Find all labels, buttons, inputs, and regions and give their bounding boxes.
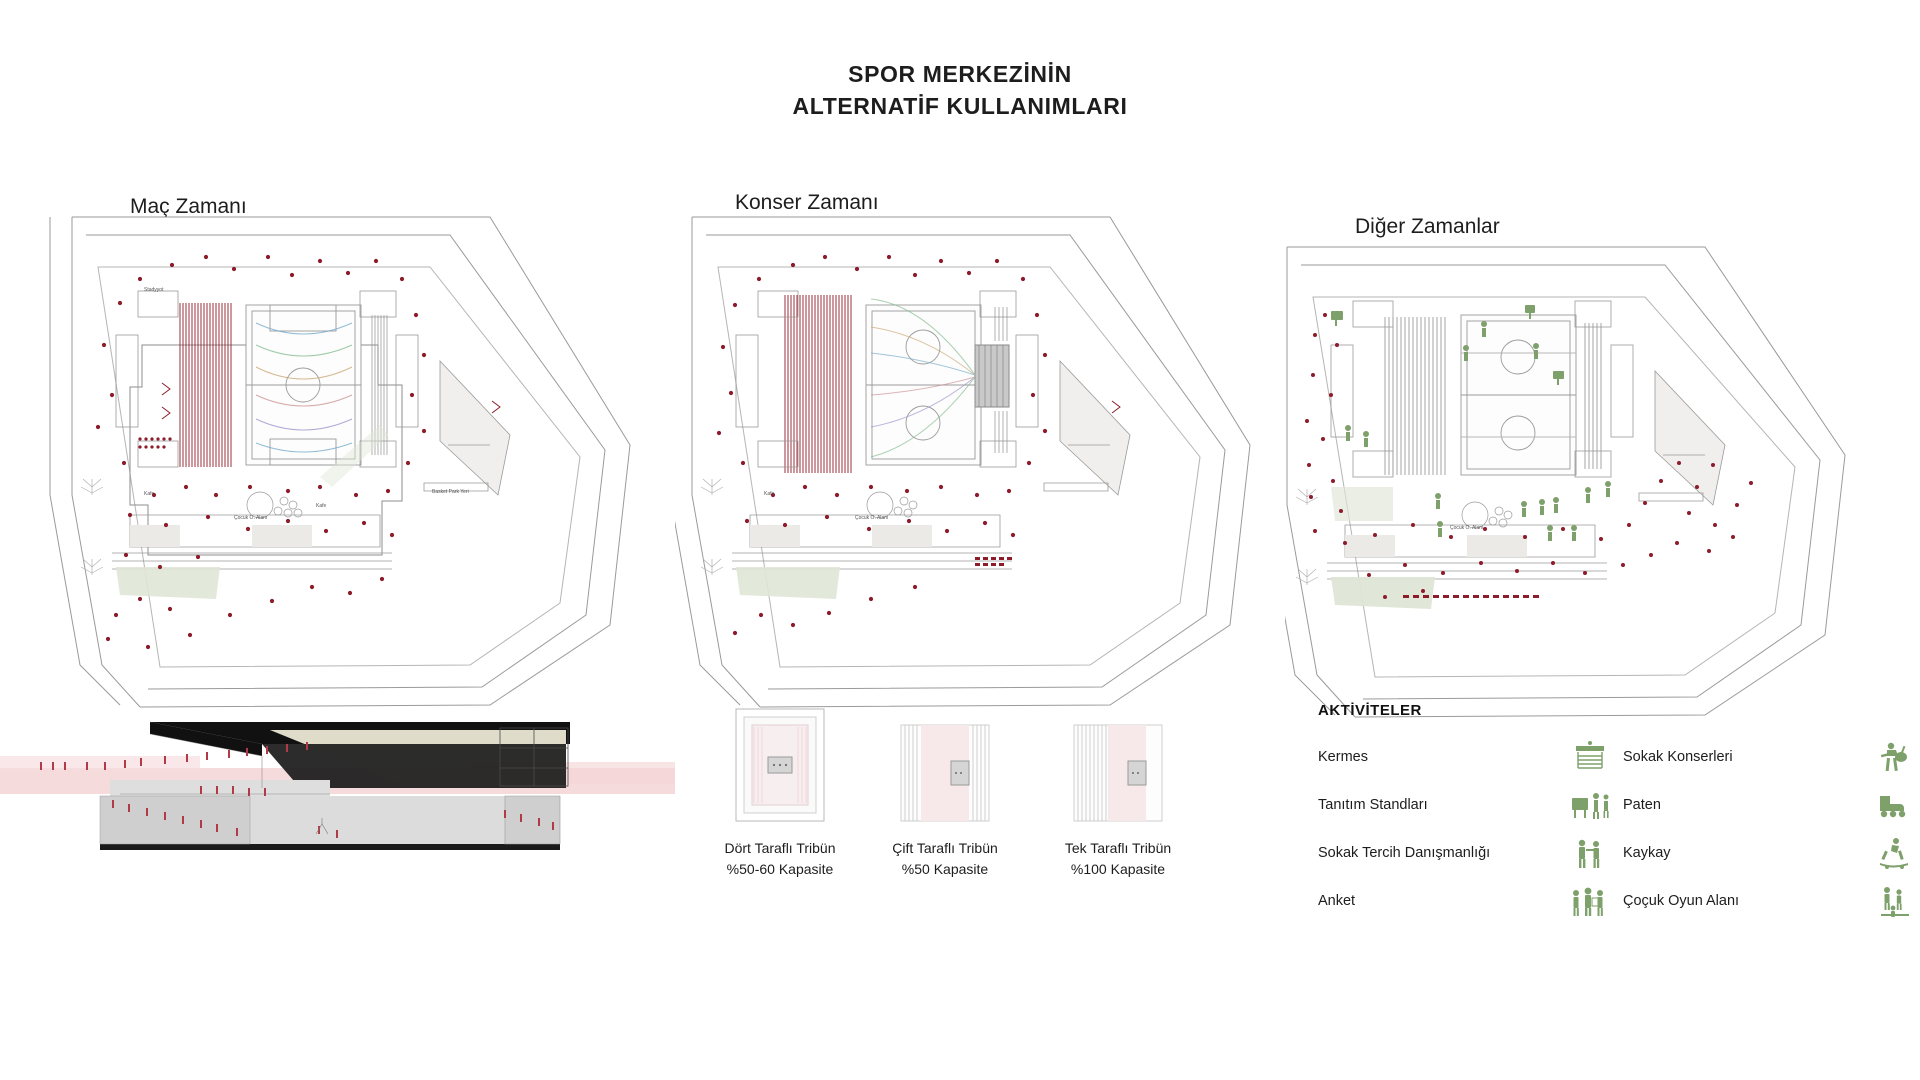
guitar-player-icon — [1872, 737, 1918, 777]
counseling-icon — [1567, 833, 1613, 873]
activity-anket-label: Anket — [1318, 893, 1356, 909]
site-label: Stadyyot — [144, 287, 164, 293]
plan-drawing-konser — [675, 195, 1315, 715]
plan-drawing-mac — [20, 195, 660, 715]
site-label: Kafe — [316, 503, 327, 509]
title-line-2: ALTERNATİF KULLANIMLARI — [792, 93, 1128, 119]
plan-mac-zamani — [20, 195, 660, 715]
activity-kermes — [1318, 733, 1613, 781]
survey-icon — [1567, 881, 1613, 921]
plan-konser-zamani — [675, 191, 1315, 715]
page-title — [0, 58, 1920, 122]
site-label: Basket Park Yeri — [432, 489, 469, 495]
tribun-cift-tarafli-icon — [895, 723, 995, 825]
activity-cocuk-oyun-alani-label: Çoçuk Oyun Alanı — [1623, 893, 1740, 909]
svg-text:Kafe: Kafe — [764, 491, 775, 497]
svg-text:Çocuk O. Alanı: Çocuk O. Alanı — [1450, 525, 1484, 531]
plan-label-konser-zamani: Konser Zamanı — [735, 191, 879, 214]
activities-title: AKTİVİTELER — [1318, 702, 1422, 719]
tribun-cift-tarafli-capacity: %50 Kapasite — [901, 861, 989, 877]
site-label: Çocuk O. Alanı — [234, 515, 268, 521]
info-stand-icon — [1567, 785, 1613, 825]
activities-legend — [1318, 702, 1918, 922]
tribun-cift-tarafli — [865, 723, 1025, 880]
tribun-cift-tarafli-name: Çift Taraflı Tribün — [892, 840, 998, 856]
site-label: Kafe — [144, 491, 155, 497]
activity-tanitim-standlari-label: Tanıtım Standları — [1318, 797, 1428, 813]
activity-kaykay — [1623, 829, 1918, 877]
tribun-tek-tarafli-capacity: %100 Kapasite — [1070, 861, 1166, 877]
skateboard-icon — [1872, 833, 1918, 873]
activities-column-right — [1623, 733, 1918, 925]
activity-sokak-konserleri-label: Sokak Konserleri — [1623, 749, 1733, 765]
tribun-dort-tarafli-name: Dört Taraflı Tribün — [724, 840, 836, 856]
activity-cocuk-oyun-alani — [1623, 877, 1918, 925]
plan-drawing-diger — [1285, 225, 1920, 725]
activity-kaykay-label: Kaykay — [1623, 845, 1671, 861]
activity-tanitim-standlari — [1318, 781, 1613, 829]
tribun-dort-tarafli-capacity: %50-60 Kapasite — [726, 861, 834, 877]
plan-label-mac-zamani: Maç Zamanı — [130, 195, 247, 218]
section-drawing — [0, 700, 680, 900]
roller-skate-icon — [1872, 785, 1918, 825]
section-svg — [0, 700, 680, 900]
tribun-tek-tarafli-name: Tek Taraflı Tribün — [1064, 840, 1172, 856]
activity-sokak-tercih-danismanligi-label: Sokak Tercih Danışmanlığı — [1318, 845, 1491, 861]
activity-paten — [1623, 781, 1918, 829]
tribun-tek-tarafli-icon — [1068, 723, 1168, 825]
tribun-dort-tarafli-icon — [730, 705, 830, 825]
activity-kermes-label: Kermes — [1318, 749, 1368, 765]
activity-anket — [1318, 877, 1613, 925]
activity-paten-label: Paten — [1623, 797, 1661, 813]
title-line-1: SPOR MERKEZİNİN — [848, 61, 1072, 87]
activity-sokak-tercih-danismanligi — [1318, 829, 1613, 877]
activity-sokak-konserleri — [1623, 733, 1918, 781]
playground-icon — [1872, 881, 1918, 921]
tribun-tek-tarafli — [1038, 723, 1198, 880]
tribun-diagrams — [660, 705, 1220, 905]
plan-label-diger-zamanlar: Diğer Zamanlar — [1355, 215, 1500, 238]
activities-column-left — [1318, 733, 1613, 925]
plan-diger-zamanlar — [1285, 215, 1920, 725]
kermes-stall-icon — [1567, 737, 1613, 777]
tribun-dort-tarafli — [700, 705, 860, 880]
svg-text:Çocuk O. Alanı: Çocuk O. Alanı — [855, 515, 889, 521]
